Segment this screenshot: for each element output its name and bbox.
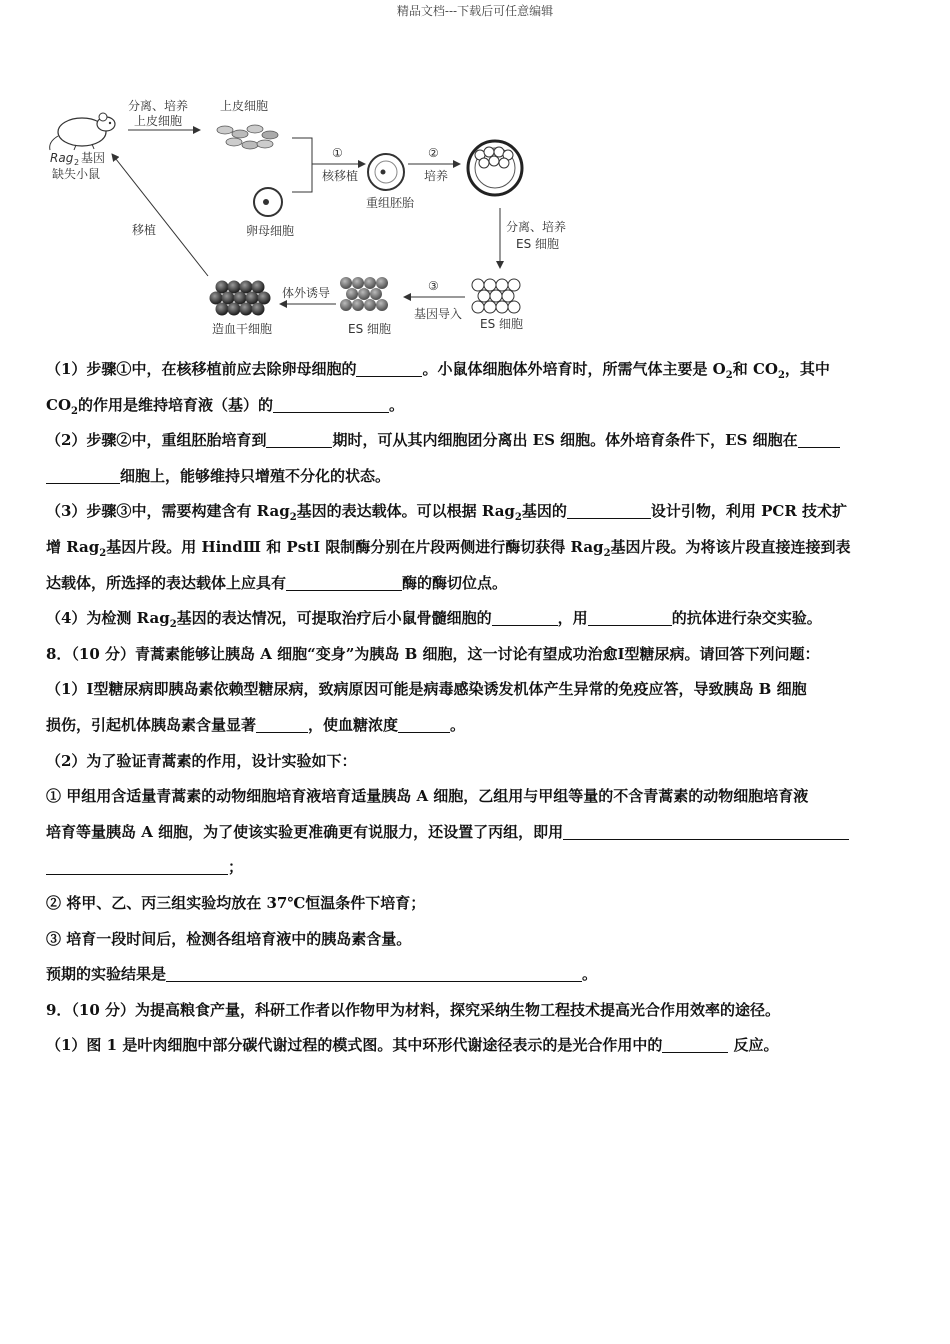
q7-part3-line1: （3）步骤③中，需要构建含有 Rag$_2$基因的表达载体。可以根据 Rag$_2$基因的 设计引物，利用 PCR 技术扩 xyxy=(46,502,848,524)
step2-label: 培养 xyxy=(424,169,449,183)
answer-blank[interactable] xyxy=(266,430,332,448)
es-cells-right-icon xyxy=(472,279,520,313)
q8-step2: ② 将甲、乙、丙三组实验均放在 37℃恒温条件下培育； xyxy=(46,893,426,912)
q9-part1: （1）图 1 是叶肉细胞中部分碳代谢过程的模式图。其中环形代谢途径表示的是光合作用中的 反应。 xyxy=(46,1036,779,1055)
page-header: 精品文档---下载后可任意编辑 xyxy=(396,4,554,18)
q8-title: 8．（10 分）青蒿素能够让胰岛 A 细胞“变身”为胰岛 B 细胞，这一讨论有望成功治愈Ⅰ型糖尿病。请回答下列问题： xyxy=(46,644,820,663)
es-cells-middle-label: ES 细胞 xyxy=(348,322,392,336)
mouse-icon xyxy=(50,113,115,150)
oocyte-label: 卵母细胞 xyxy=(246,224,295,238)
mouse-label-gene: 基因 xyxy=(81,151,106,165)
step1-number: ① xyxy=(332,146,343,160)
q8-part1-line1: （1）Ⅰ型糖尿病即胰岛素依赖型糖尿病，致病原因可能是病毒感染诱发机体产生异常的免疫应答，导致胰岛 B 细胞 xyxy=(46,680,807,699)
step3-label: 基因导入 xyxy=(414,307,463,321)
step1-label: 核移植 xyxy=(322,169,359,183)
answer-blank[interactable] xyxy=(563,822,849,840)
q8-part1-line2: 损伤，引起机体胰岛素含量显著 ，使血糖浓度 。 xyxy=(46,715,466,734)
hematopoietic-cells-icon xyxy=(210,281,271,316)
q7-part1-line1: （1）步骤①中，在核移植前应去除卵母细胞的 。小鼠体细胞体外培育时，所需气体主要是 $O_2$和 $CO_2$，其中 xyxy=(46,360,830,381)
isolate-es-label-2: ES 细胞 xyxy=(516,237,560,251)
answer-blank[interactable] xyxy=(798,430,840,448)
es-cells-right-label: ES 细胞 xyxy=(480,317,524,331)
answer-blank[interactable] xyxy=(256,715,308,733)
answer-blank[interactable] xyxy=(356,359,422,377)
q8-step1-line3: ； xyxy=(46,850,906,886)
embryo-label: 重组胚胎 xyxy=(366,196,415,210)
step2-number: ② xyxy=(428,146,439,160)
answer-blank[interactable] xyxy=(398,715,450,733)
q7-part2-line1: （2）步骤②中，重组胚胎培育到 期时，可从其内细胞团分离出 ES 细胞。体外培育条件下，ES 细胞在 xyxy=(46,423,906,459)
mouse-label-sub: 2 xyxy=(74,158,80,167)
q7-part3-line3: 达载体，所选择的表达载体上应具有 酶的酶切位点。 xyxy=(46,573,508,592)
q8-expected: 预期的实验结果是 。 xyxy=(46,965,598,984)
epithelial-label: 上皮细胞 xyxy=(220,99,269,113)
epithelial-cells-icon xyxy=(217,125,278,149)
experiment-flow-diagram xyxy=(40,90,620,345)
q9-title: 9．（10 分）为提高粮食产量，科研工作者以作物甲为材料，探究采纳生物工程技术提高光合作用效率的途径。 xyxy=(46,1000,781,1019)
transplant-label: 移植 xyxy=(132,223,157,237)
q8-step1-line1: ① 甲组用含适量青蒿素的动物细胞培育液培育适量胰岛 A 细胞，乙组用与甲组等量的不含青蒿素的动物细胞培育液 xyxy=(46,787,809,806)
answer-blank[interactable] xyxy=(46,857,228,875)
arrow-top-label-1: 分离、培养 xyxy=(128,99,189,113)
q7-part2-line2: 细胞上，能够维持只增殖不分化的状态。 xyxy=(46,459,906,495)
answer-blank[interactable] xyxy=(567,501,651,519)
hematopoietic-label: 造血干细胞 xyxy=(212,322,273,336)
mouse-label-rag: Rag xyxy=(50,151,74,165)
answer-blank[interactable] xyxy=(166,964,582,982)
answer-blank[interactable] xyxy=(492,608,558,626)
answer-blank[interactable] xyxy=(46,466,120,484)
answer-blank[interactable] xyxy=(662,1035,728,1053)
step3-number: ③ xyxy=(428,279,439,293)
answer-blank[interactable] xyxy=(286,573,402,591)
isolate-es-label-1: 分离、培养 xyxy=(506,220,567,234)
q8-step1-line2: 培育等量胰岛 A 细胞，为了使该实验更准确更有说服力，还设置了丙组，即用 xyxy=(46,815,906,851)
es-cells-middle-icon xyxy=(340,277,388,311)
arrow-top-label-2: 上皮细胞 xyxy=(134,114,183,128)
blastocyst-icon xyxy=(468,141,522,195)
q7-part3-line2: 增 Rag$_2$基因片段。用 HindⅢ 和 PstⅠ 限制酶分别在片段两侧进行酶切获得 Rag$_2$基因片段。为将该片段直接连接到表 xyxy=(46,537,851,559)
mouse-label-desc: 缺失小鼠 xyxy=(52,167,101,181)
arrow-transplant xyxy=(112,154,208,276)
q7-part1-line2: $CO_2$的作用是维持培育液（基）的 。 xyxy=(46,395,405,417)
induce-label: 体外诱导 xyxy=(282,286,331,300)
q8-step3: ③ 培育一段时间后，检测各组培育液中的胰岛素含量。 xyxy=(46,929,412,948)
q7-part4: （4）为检测 Rag$_2$基因的表达情况，可提取治疗后小鼠骨髓细胞的 ，用 的抗体进行杂交实验。 xyxy=(46,609,822,631)
q8-part2: （2）为了验证青蒿素的作用，设计实验如下： xyxy=(46,751,357,770)
answer-blank[interactable] xyxy=(273,395,389,413)
question-text xyxy=(46,352,906,1064)
answer-blank[interactable] xyxy=(588,608,672,626)
